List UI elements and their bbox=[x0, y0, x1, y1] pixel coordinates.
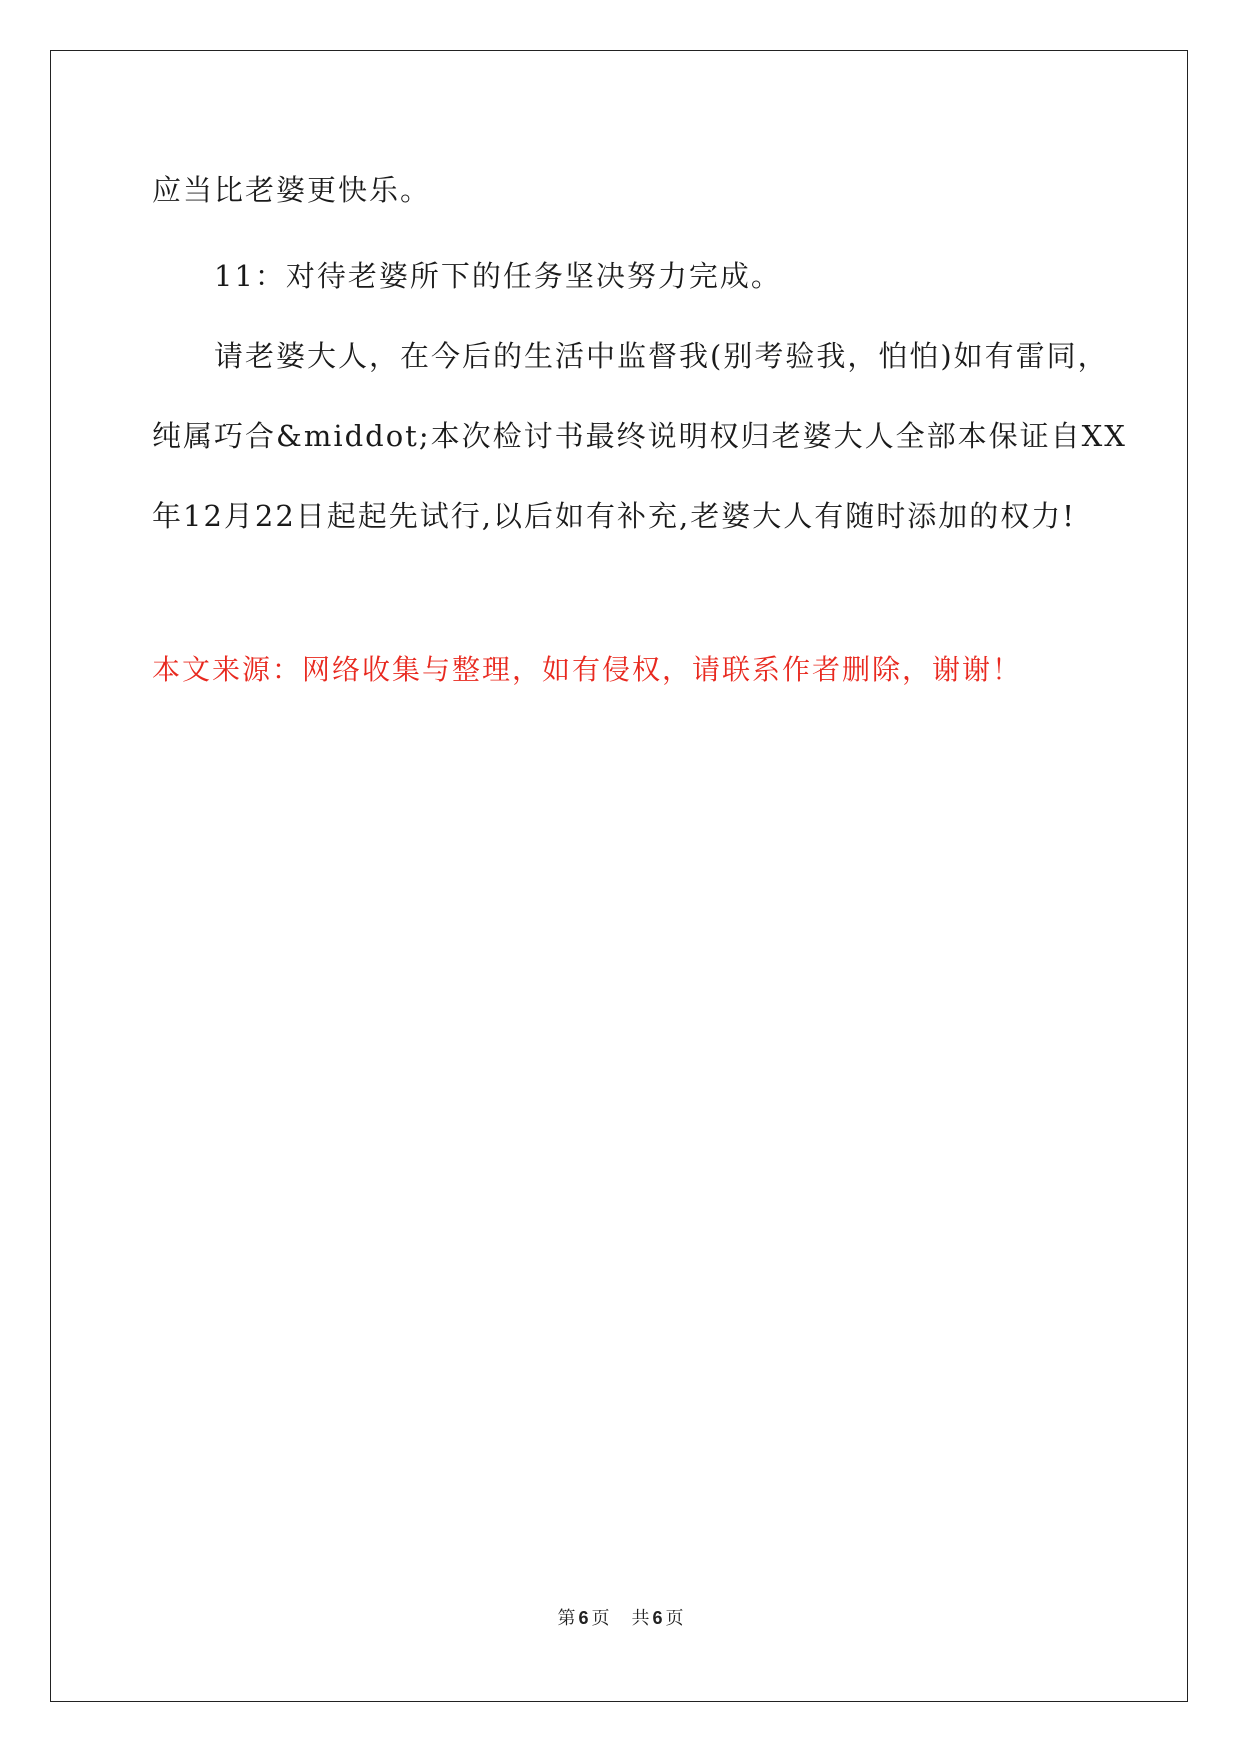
page-footer bbox=[0, 1604, 1241, 1630]
total-prefix: 共 bbox=[631, 1608, 650, 1628]
source-disclaimer: 本文来源：网络收集与整理，如有侵权，请联系作者删除，谢谢！ bbox=[152, 653, 1023, 686]
body-line-3: 请老婆大人，在今后的生活中监督我(别考验我，怕怕)如有雷同， bbox=[214, 339, 1109, 373]
page-suffix: 页 bbox=[591, 1608, 610, 1628]
total-pages: 6 bbox=[652, 1608, 663, 1628]
page-number: 6 bbox=[578, 1608, 589, 1628]
body-line-5: 年12月22日起起先试行,以后如有补充,老婆大人有随时添加的权力! bbox=[152, 499, 1076, 533]
body-line-4: 纯属巧合&middot;本次检讨书最终说明权归老婆大人全部本保证自XX bbox=[152, 419, 1127, 453]
page-prefix: 第 bbox=[557, 1608, 576, 1628]
body-line-1: 应当比老婆更快乐。 bbox=[152, 173, 432, 207]
body-line-2: 11：对待老婆所下的任务坚决努力完成。 bbox=[214, 259, 782, 293]
page-border bbox=[50, 50, 1188, 1702]
total-suffix: 页 bbox=[665, 1608, 684, 1628]
